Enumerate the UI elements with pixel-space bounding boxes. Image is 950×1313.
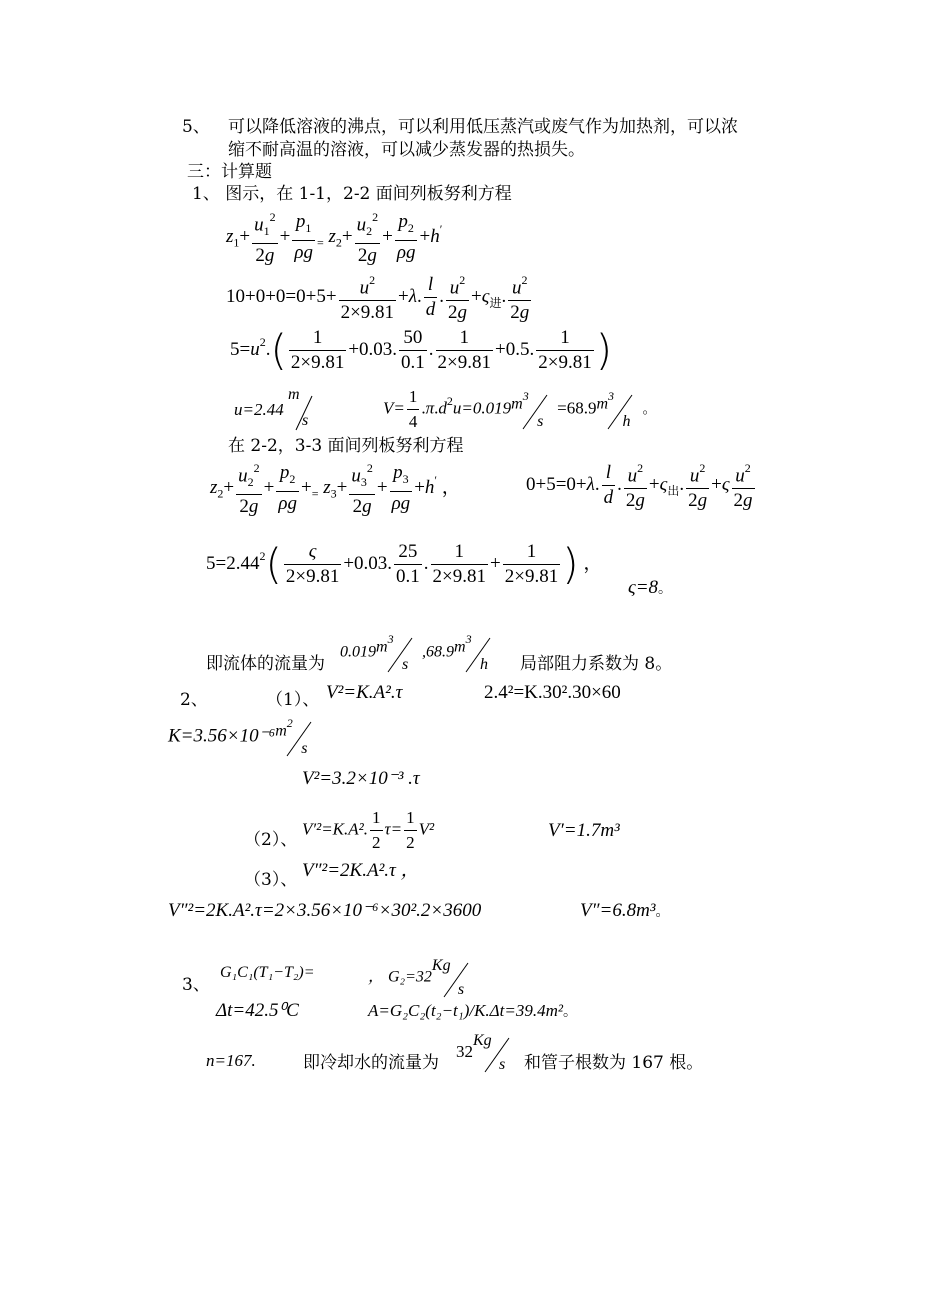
- p2-part3: （3）、: [244, 870, 298, 890]
- p3-conclusion-b: 和管子根数为 167 根。: [524, 1053, 704, 1073]
- p3-conclusion-a: 即冷却水的流量为: [303, 1053, 439, 1073]
- p3-n: n=167.: [206, 1051, 256, 1070]
- zeta-equation: $5=2.44^2$( $\frac{\varsigma}{2\times 9.81}$ +0.03. $\frac{25}{0.1}$ . $\frac{1}{2\times 9.81}$ + $\frac{1}{2\times 9.81}$ ) ，: [206, 539, 603, 589]
- p1-intro: 1、 图示，在 1-1，2-2 面间列板努利方程: [192, 184, 512, 204]
- p2-part1: （1）、: [266, 690, 320, 710]
- velocity-result: u=2.44 m s: [234, 388, 324, 434]
- p3-eq1: G₁C₁(T₁−T₂)=: [220, 964, 315, 981]
- p2-eq6: V″²=2K.A².τ=2×3.56×10⁻⁶×30².2×3600: [168, 900, 482, 921]
- p3-flow: 32 Kg s: [456, 1030, 519, 1076]
- p3-area: A=G₂C₂(t₂−t₁)/K.Δt=39.4m²。: [368, 1001, 577, 1020]
- p2-k-value: K=3.56×10⁻⁶ $m^2$ s: [168, 714, 321, 760]
- p2-eq2: 2.4²=K.30².30×60: [484, 682, 621, 703]
- p1-conclusion-flow: 0.019 $m^3$ s ,68.9 $m^3$ h: [340, 632, 488, 673]
- p1-conclusion-b: 局部阻力系数为 8。: [520, 654, 673, 674]
- p2-v1-result: V′=1.7m³: [548, 820, 620, 841]
- q5-number: 5、: [182, 117, 210, 137]
- zeta-result: ς=8。: [628, 577, 673, 598]
- p3-dt: Δt=42.5⁰C: [216, 1000, 299, 1021]
- flow-result: V= $\frac{1}{4}$ $.\pi.d^2u=0.019$ $m^3$ s =68.9 $m^3$ h 。: [383, 387, 657, 431]
- bernoulli-eq-3: $5=u^2$.( $\frac{1}{2\times 9.81}$ +0.03. $\frac{50}{0.1}$ . $\frac{1}{2\times 9.81}$ +0.5. $\frac{1}{2\times 9.81}$ ): [230, 325, 613, 375]
- q5-line1: 可以降低溶液的沸点，可以利用低压蒸汽或废气作为加热剂，可以浓: [228, 117, 738, 137]
- p2-part2: （2）、: [244, 830, 298, 850]
- p1-intro2: 在 2-2，3-3 面间列板努利方程: [228, 436, 464, 456]
- p2-v2-result: V″=6.8m³。: [580, 900, 670, 921]
- q5-line2: 缩不耐高温的溶液，可以减少蒸发器的热损失。: [228, 140, 585, 160]
- p3-number: 3、: [182, 975, 210, 995]
- bernoulli-eq-5: 0+5=0+λ. $\frac{l}{d}$ . $\frac{u^2}{2g}$ $+\varsigma_出$. $\frac{u^2}{2g}$ +ς $\frac{u^2}{2g}$: [526, 458, 757, 513]
- p2-eq5: V″²=2K.A².τ ，: [302, 860, 420, 881]
- section-title: 三：计算题: [187, 162, 272, 182]
- p3-eq2: ， G₂=32 Kg s: [368, 955, 478, 1001]
- bernoulli-eq-4: $z_2+$ $\frac{u_2^2}{2g}$ + $\frac{p_2}{\rho g}$ $+_=$ $z_3+$ $\frac{u_3^2}{2g}$ + $\frac{p_3}{\rho g}$ +h′ ，: [210, 458, 461, 519]
- p2-eq3: V²=3.2×10⁻³ .τ: [302, 768, 420, 789]
- p1-conclusion-a: 即流体的流量为: [206, 654, 325, 674]
- bernoulli-eq-1: $z_1+$ $\frac{u_1^2}{2g}$ + $\frac{p_1}{\rho g}$ $_=$ $z_2+$ $\frac{u_2^2}{2g}$ + $\frac{p_2}{\rho g}$ +h′: [226, 207, 442, 268]
- bernoulli-eq-2: 10+0+0=0+5+ $\frac{u^2}{2\times 9.81}$ +λ. $\frac{l}{d}$ . $\frac{u^2}{2g}$ $+\varsigma_进$. $\frac{u^2}{2g}$: [226, 270, 533, 325]
- p2-number: 2、: [180, 690, 208, 710]
- p2-eq4: V′²=K.A². $\frac{1}{2}$ τ= $\frac{1}{2}$ V²: [302, 808, 435, 852]
- p2-eq1: V²=K.A².τ: [326, 682, 403, 703]
